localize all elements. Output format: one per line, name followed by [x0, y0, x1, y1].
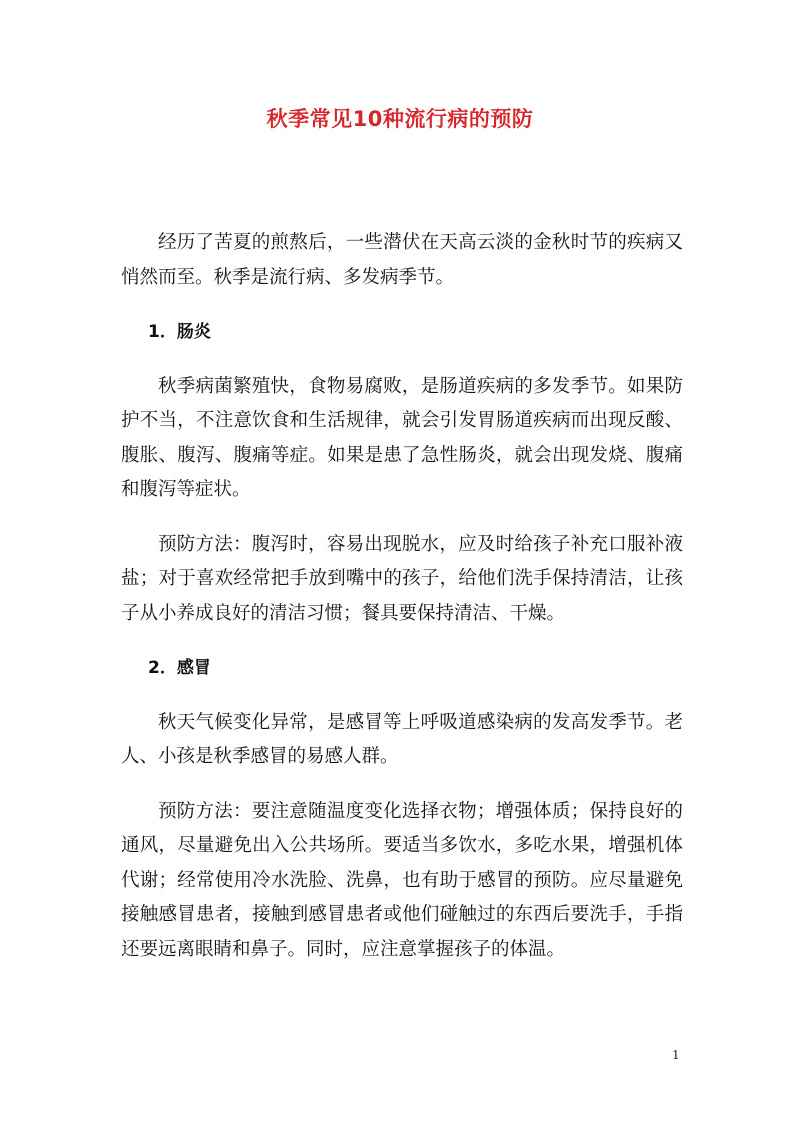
enteritis-prevention-paragraph: 预防方法：腹泻时，容易出现脱水，应及时给孩子补充口服补液盐；对于喜欢经常把手放到嘴中的孩子，给他们洗手保持清洁，让孩子从小养成良好的清洁习惯；餐具要保持清洁、干燥。: [121, 533, 683, 624]
section-heading-enteritis: 1．肠炎: [148, 322, 211, 342]
intro-paragraph: 经历了苦夏的煎熬后，一些潜伏在天高云淡的金秋时节的疾病又悄然而至。秋季是流行病、多发病季节。: [121, 232, 683, 288]
document-title: 秋季常见10种流行病的预防: [266, 107, 534, 131]
cold-prevention-paragraph: 预防方法：要注意随温度变化选择衣物；增强体质；保持良好的通风，尽量避免出入公共场所。要适当多饮水，多吃水果，增强机体代谢；经常使用冷水洗脸、洗鼻，也有助于感冒的预防。应尽量避免接触感冒患者，接触到感冒患者或他们碰触过的东西后要洗手，手指还要远离眼睛和鼻子。同时，应注意掌握孩子的体温。: [121, 800, 683, 960]
cold-paragraph: 秋天气候变化异常，是感冒等上呼吸道感染病的发高发季节。老人、小孩是秋季感冒的易感人群。: [121, 711, 683, 767]
page-number: 1: [672, 1048, 680, 1062]
section-heading-cold: 2．感冒: [148, 658, 211, 678]
document-body: [121, 226, 683, 987]
enteritis-paragraph: 秋季病菌繁殖快，食物易腐败，是肠道疾病的多发季节。如果防护不当，不注意饮食和生活规律，就会引发胃肠道疾病而出现反酸、腹胀、腹泻、腹痛等症。如果是患了急性肠炎，就会出现发烧、腹痛和腹泻等症状。: [121, 375, 683, 500]
